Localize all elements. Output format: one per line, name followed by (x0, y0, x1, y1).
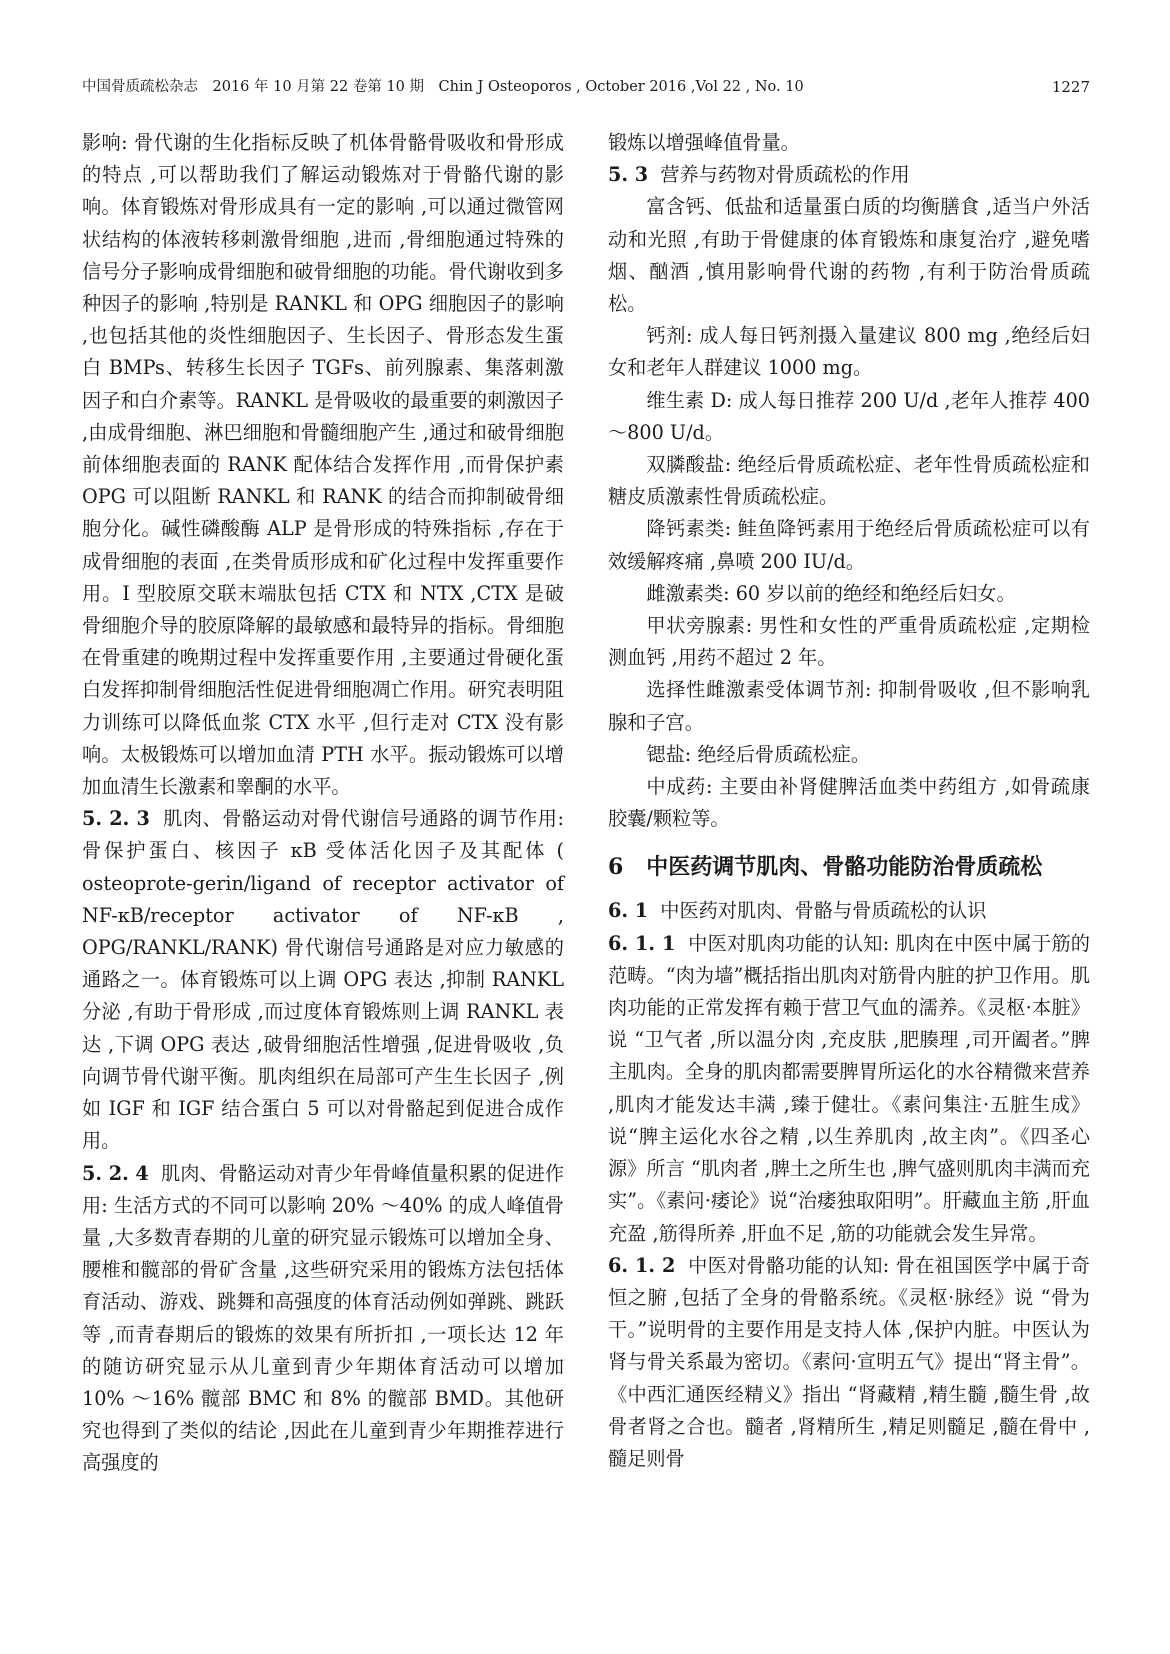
paragraph-diet: 富含钙、低盐和适量蛋白质的均衡膳食 ,适当户外活动和光照 ,有助于骨健康的体育锻炼和康复治疗 ,避免嗜烟、酗酒 ,慎用影响骨代谢的药物 ,有利于防治骨质疏松。 (608, 195, 1090, 316)
section-title: 中医药调节肌肉、骨骼功能防治骨质疏松 (646, 854, 1043, 881)
section-text: 中医对肌肉功能的认知: 肌肉在中医中属于筋的范畴。“肉为墙”概括指出肌肉对筋骨内脏的护卫作用。肌肉功能的正常发挥有赖于营卫气血的濡养。《灵枢·本脏》说 “卫气者 ,所以温分肉 ,充皮肤 ,肥腠理 ,司开阖者。”脾主肌肉。全身的肌肉都需要脾胃所运化的水谷精微来营养 ,肌肉才能发达丰满 ,臻于健壮。《素问集注·五脏生成》说“脾主运化水谷之精 ,以生养肌肉 ,故主肉”。《四圣心源》所言 “肌肉者 ,脾土之所生也 ,脾气盛则肌肉丰满而充实”。《素问·痿论》说“治痿独取阳明”。肝藏血主筋 ,肝血充盈 ,筋得所养 ,肝血不足 ,筋的功能就会发生异常。 (608, 931, 1090, 1245)
paragraph-estrogen: 雌激素类: 60 岁以前的绝经和绝经后妇女。 (646, 581, 1016, 605)
section-5-2-3 (82, 803, 564, 1157)
section-text: 中医对骨骼功能的认知: 骨在祖国医学中属于奇恒之腑 ,包括了全身的骨骼系统。《灵枢·脉经》说 “骨为干。”说明骨的主要作用是支持人体 ,保护内脏。中医认为肾与骨关系最为密切。《素问·宣明五气》提出“肾主骨”。《中西汇通医经精义》指出 “肾藏精 ,精生髓 ,髓生骨 ,故骨者肾之合也。髓者 ,肾精所生 ,精足则髓足 ,髓在骨中 ,髓足则骨 (608, 1253, 1090, 1470)
paragraph-serm: 选择性雌激素受体调节剂: 抑制骨吸收 ,但不影响乳腺和子宫。 (608, 678, 1090, 734)
section-number: 5. 2. 4 (82, 1161, 149, 1185)
page-number: 1227 (1051, 78, 1090, 96)
paragraph-bisphosphonates: 双膦酸盐: 绝经后骨质疏松症、老年性骨质疏松症和糖皮质激素性骨质疏松症。 (608, 453, 1090, 509)
section-title: 营养与药物对骨质疏松的作用 (660, 163, 910, 187)
section-5-3-heading (608, 159, 1090, 191)
paragraph-vitamin-d: 维生素 D: 成人每日推荐 200 U/d ,老年人推荐 400 ～800 U/d。 (608, 388, 1090, 444)
paragraph-bone-metabolism: 影响: 骨代谢的生化指标反映了机体骨骼骨吸收和骨形成的特点 ,可以帮助我们了解运动锻炼对于骨骼代谢的影响。体育锻炼对骨形成具有一定的影响 ,可以通过微管网状结构的体液转移刺激骨细胞 ,进而 ,骨细胞通过特殊的信号分子影响成骨细胞和破骨细胞的功能。骨代谢收到多种因子的影响 ,特别是 RANKL 和 OPG 细胞因子的影响 ,也包括其他的炎性细胞因子、生长因子、骨形态发生蛋白 BMPs、转移生长因子 TGFs、前列腺素、集落刺激因子和白介素等。RANKL 是骨吸收的最重要的刺激因子 ,由成骨细胞、淋巴细胞和骨髓细胞产生 ,通过和破骨细胞前体细胞表面的 RANK 配体结合发挥作用 ,而骨保护素 OPG 可以阻断 RANKL 和 RANK 的结合而抑制破骨细胞分化。碱性磷酸酶 ALP 是骨形成的特殊指标 ,存在于成骨细胞的表面 ,在类骨质形成和矿化过程中发挥重要作用。I 型胶原交联末端肽包括 CTX 和 NTX ,CTX 是破骨细胞介导的胶原降解的最敏感和最特异的指标。骨细胞在骨重建的晚期过程中发挥重要作用 ,主要通过骨硬化蛋白发挥抑制骨细胞活性促进骨细胞凋亡作用。研究表明阻力训练可以降低血浆 CTX 水平 ,但行走对 CTX 没有影响。太极锻炼可以增加血清 PTH 水平。振动锻炼可以增加血清生长激素和睾酮的水平。 (82, 131, 564, 799)
section-number: 6. 1. 1 (608, 931, 676, 955)
section-text: 肌肉、骨骼运动对青少年骨峰值量积累的促进作用: 生活方式的不同可以影响 20% ～40% 的成人峰值骨量 ,大多数青春期的儿童的研究显示锻炼可以增加全身、腰椎和髋部的骨矿含量 ,这些研究采用的锻炼方法包括体育活动、游戏、跳舞和高强度的体育活动例如弹跳、跳跃等 ,而青春期后的锻炼的效果有所折扣 ,一项长达 12 年的随访研究显示从儿童到青少年期体育活动可以增加 10% ～16% 髋部 BMC 和 8% 的髋部 BMD。其他研究也得到了类似的结论 ,因此在儿童到青少年期推荐进行高强度的 (82, 1161, 565, 1475)
section-6-heading (608, 849, 1090, 885)
paragraph-tcm-drugs: 中成药: 主要由补肾健脾活血类中药组方 ,如骨疏康胶囊/颗粒等。 (608, 775, 1090, 831)
section-text: 肌肉、骨骼运动对骨代谢信号通路的调节作用: 骨保护蛋白、核因子 κB 受体活化因子及其配体 ( osteoprote-gerin/ligand of receptor activator of NF-κB/receptor activator of NF-κB , OPG/RANKL/RANK) 骨代谢信号通路是对应力敏感的通路之一。体育锻炼可以上调 OPG 表达 ,抑制 RANKL 分泌 ,有助于骨形成 ,而过度体育锻炼则上调 RANKL 表达 ,下调 OPG 表达 ,破骨细胞活性增强 ,促进骨吸收 ,负向调节骨代谢平衡。肌肉组织在局部可产生生长因子 ,例如 IGF 和 IGF 结合蛋白 5 可以对骨骼起到促进合成作用。 (82, 807, 564, 1153)
paragraph-strontium: 锶盐: 绝经后骨质疏松症。 (646, 742, 871, 766)
journal-citation: 中国骨质疏松杂志 2016 年 10 月第 22 卷第 10 期 Chin J Osteoporos , October 2016 ,Vol 22 , No. 10 (82, 79, 804, 95)
section-number: 6. 1. 2 (608, 1253, 676, 1277)
section-title: 中医药对肌肉、骨骼与骨质疏松的认识 (660, 899, 987, 923)
right-column (608, 127, 1090, 1475)
running-header (82, 72, 1090, 102)
paragraph-calcitonin: 降钙素类: 鲑鱼降钙素用于绝经后骨质疏松症可以有效缓解疼痛 ,鼻喷 200 IU/d。 (608, 517, 1090, 573)
section-number: 6 (608, 854, 624, 881)
section-6-1-heading (608, 895, 1090, 927)
paragraph-continuation: 锻炼以增强峰值骨量。 (608, 131, 800, 154)
left-column (82, 127, 564, 1480)
section-6-1-1 (608, 928, 1090, 1250)
section-number: 5. 3 (608, 163, 649, 187)
section-5-2-4 (82, 1158, 564, 1480)
paragraph-calcium: 钙剂: 成人每日钙剂摄入量建议 800 mg ,绝经后妇女和老年人群建议 1000 mg。 (608, 324, 1090, 380)
section-number: 5. 2. 3 (82, 807, 150, 831)
paragraph-parathyroid: 甲状旁腺素: 男性和女性的严重骨质疏松症 ,定期检测血钙 ,用药不超过 2 年。 (608, 614, 1090, 670)
section-number: 6. 1 (608, 899, 649, 923)
section-6-1-2 (608, 1250, 1090, 1475)
